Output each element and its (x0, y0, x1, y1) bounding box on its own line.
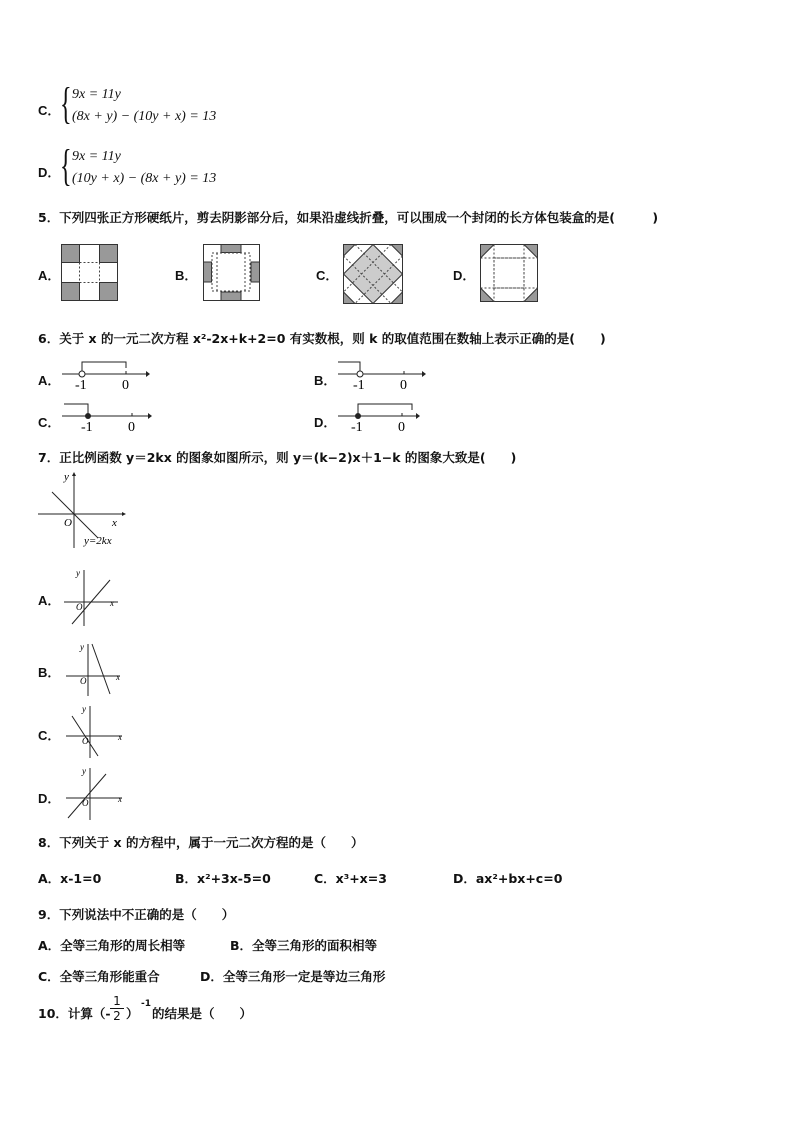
q7-stem: 7．正比例函数 y＝2kx 的图象如图所示，则 y＝(k−2)x＋1−k 的图象大致是( ) (38, 450, 517, 465)
svg-text:y: y (76, 568, 80, 578)
svg-text:y: y (82, 704, 86, 714)
svg-text:x: x (118, 794, 122, 804)
q6-option-a-numberline (60, 358, 150, 392)
q4-option-c-letter: C． (38, 103, 61, 118)
q7-ref-axis-x: x (112, 517, 117, 529)
svg-text:y: y (82, 766, 86, 776)
q6-b-label-neg1: -1 (353, 378, 365, 392)
q5-option-a-figure (61, 244, 118, 301)
q6-option-d-letter: D． (314, 415, 337, 430)
q7-option-c-letter: C． (38, 728, 61, 743)
q6-c-label-neg1: -1 (81, 420, 93, 434)
q4-option-d-eq1: 9x = 11y (72, 149, 121, 164)
q10-fraction (110, 994, 124, 1023)
q9-option-c: C．全等三角形能重合 (38, 969, 160, 984)
q9-option-a: A．全等三角形的周长相等 (38, 938, 186, 953)
q6-stem: 6．关于 x 的一元二次方程 x²-2x+k+2=0 有实数根，则 k 的取值范围在数轴上表示正确的是( ) (38, 331, 606, 346)
q6-c-label-0: 0 (128, 420, 135, 434)
q10-stem-tail: 的结果是（ ） (152, 1006, 253, 1021)
q4-option-d-brace: { (60, 141, 72, 190)
svg-text:x: x (118, 732, 122, 742)
q8-option-d: D．ax²+bx+c=0 (453, 871, 563, 886)
q5-stem: 5．下列四张正方形硬纸片，剪去阴影部分后，如果沿虚线折叠，可以围成一个封闭的长方体包装盒的是( ) (38, 210, 659, 225)
q5-option-c-figure (343, 244, 403, 304)
svg-text:y: y (80, 642, 84, 652)
q7-option-d-letter: D． (38, 791, 61, 806)
q6-option-b-numberline (336, 358, 426, 392)
q8-option-c: C．x³+x=3 (314, 871, 387, 886)
q8-option-b: B．x²+3x-5=0 (175, 871, 271, 886)
q5-option-d-letter: D． (453, 268, 476, 283)
q7-option-b-letter: B． (38, 665, 61, 680)
q7-reference-graph (38, 470, 128, 550)
q7-ref-axis-y: y (64, 471, 69, 483)
q10-stem-pre: 10．计算（- (38, 1006, 111, 1021)
q4-option-c-eq1: 9x = 11y (72, 87, 121, 102)
q7-option-a-graph (64, 566, 124, 628)
q4-option-d-eq2: (10y + x) − (8x + y) = 13 (72, 171, 217, 186)
q5-option-d-figure (480, 244, 538, 302)
q6-a-label-0: 0 (122, 378, 129, 392)
svg-text:O: O (82, 736, 89, 746)
q6-option-b-letter: B． (314, 373, 337, 388)
q9-stem: 9．下列说法中不正确的是（ ） (38, 907, 235, 922)
svg-text:O: O (76, 602, 83, 612)
q7-option-b-graph (64, 640, 124, 698)
q6-d-label-0: 0 (398, 420, 405, 434)
q6-a-label-neg1: -1 (75, 378, 87, 392)
q4-option-c-eq2: (8x + y) − (10y + x) = 13 (72, 109, 217, 124)
q5-option-b-letter: B． (175, 268, 198, 283)
q9-option-d: D．全等三角形一定是等边三角形 (200, 969, 386, 984)
q4-option-d-system (72, 146, 216, 190)
svg-text:O: O (82, 798, 89, 808)
q10-exponent: -1 (141, 999, 151, 1009)
q7-option-a-letter: A． (38, 593, 61, 608)
q7-ref-origin: O (64, 517, 72, 529)
svg-text:O: O (80, 676, 87, 686)
q9-option-b: B．全等三角形的面积相等 (230, 938, 378, 953)
svg-text:x: x (110, 598, 114, 608)
q7-option-c-graph (64, 702, 126, 760)
q10-fraction-numerator: 1 (113, 994, 121, 1008)
q8-stem: 8．下列关于 x 的方程中，属于一元二次方程的是（ ） (38, 835, 364, 850)
q4-option-d-letter: D． (38, 165, 61, 180)
q6-option-c-numberline (60, 400, 152, 434)
q6-option-d-numberline (336, 400, 420, 434)
q6-d-label-neg1: -1 (351, 420, 363, 434)
q10-fraction-denominator: 2 (110, 1008, 124, 1023)
q5-option-c-letter: C． (316, 268, 339, 283)
q6-b-label-0: 0 (400, 378, 407, 392)
q5-option-b-figure (203, 244, 260, 301)
q6-option-c-letter: C． (38, 415, 61, 430)
q6-option-a-letter: A． (38, 373, 61, 388)
q8-option-a: A．x-1=0 (38, 871, 102, 886)
q7-ref-line-label: y=2kx (84, 535, 112, 547)
q10-stem-post: ） (126, 1006, 139, 1021)
q7-option-d-graph (64, 764, 126, 822)
svg-text:x: x (116, 672, 120, 682)
q5-option-a-letter: A． (38, 268, 61, 283)
q4-option-c-system (72, 84, 216, 128)
q4-option-c-brace: { (60, 79, 72, 128)
